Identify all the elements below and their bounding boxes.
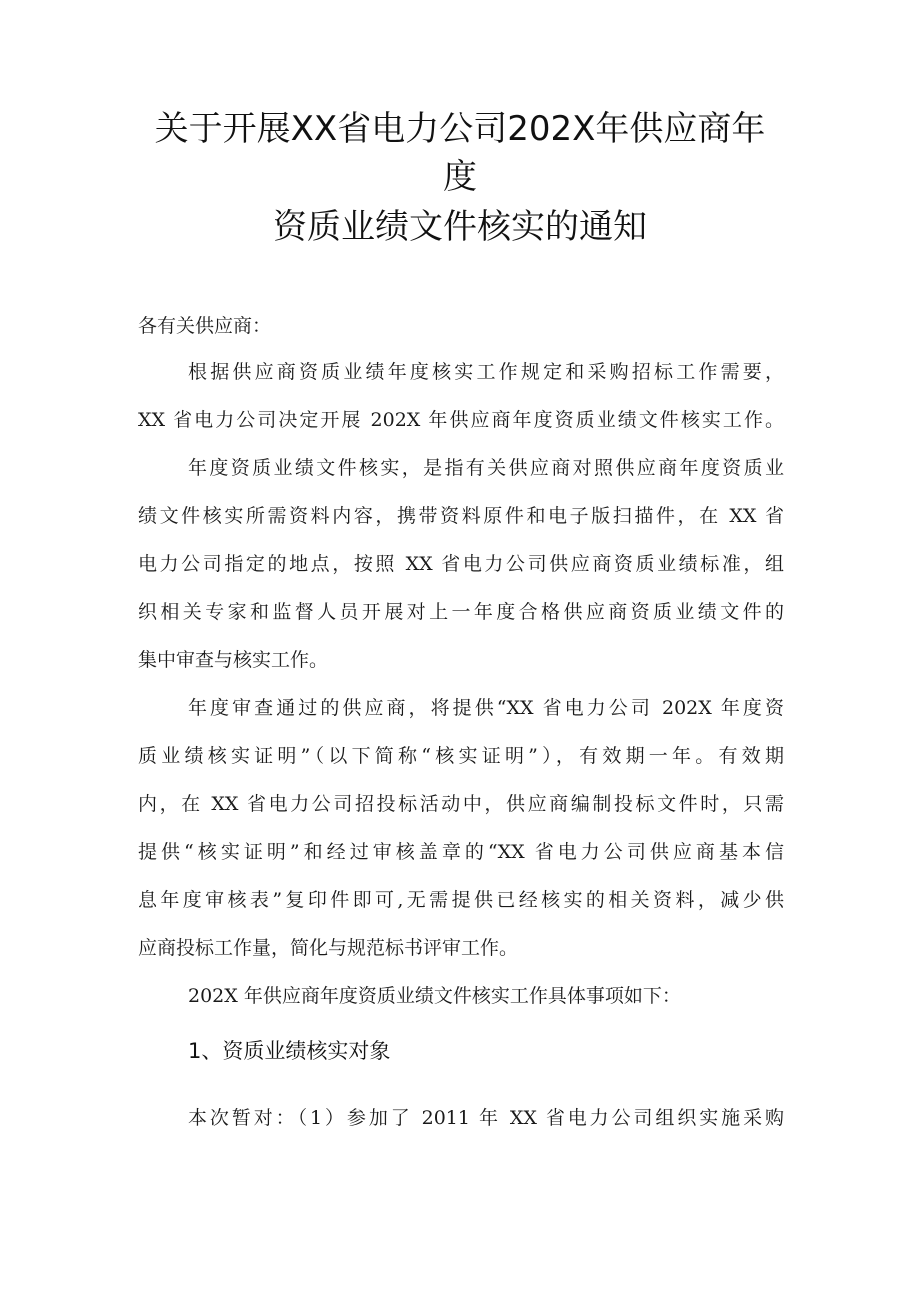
- document-title-line-1: 关于开展XX省电力公司202X年供应商年: [154, 109, 766, 149]
- paragraph-3-line-1: 年度审查通过的供应商，将提供“XX 省电力公司 202X 年度资: [188, 697, 784, 719]
- salutation: 各有关供应商：: [138, 315, 272, 337]
- paragraph-1-line-1: 根据供应商资质业绩年度核实工作规定和采购招标工作需要，: [188, 361, 784, 383]
- paragraph-2-line-4: 织相关专家和监督人员开展对上一年度合格供应商资质业绩文件的: [138, 601, 784, 623]
- paragraph-2-line-2: 绩文件核实所需资料内容，携带资料原件和电子版扫描件，在 XX 省: [138, 505, 784, 527]
- paragraph-2-line-3: 电力公司指定的地点，按照 XX 省电力公司供应商资质业绩标准，组: [138, 553, 784, 575]
- document-title-line-2: 度: [443, 157, 477, 197]
- paragraph-4: 202X 年供应商年度资质业绩文件核实工作具体事项如下：: [188, 985, 681, 1007]
- paragraph-2-line-1: 年度资质业绩文件核实，是指有关供应商对照供应商年度资质业: [188, 457, 784, 479]
- section-1-heading: 1、资质业绩核实对象: [188, 1039, 391, 1063]
- paragraph-3-line-6: 应商投标工作量，简化与规范标书评审工作。: [138, 937, 519, 959]
- paragraph-3-line-5: 息年度审核表”复印件即可,无需提供已经核实的相关资料，减少供: [138, 889, 784, 911]
- paragraph-2-line-5: 集中审查与核实工作。: [138, 649, 329, 671]
- paragraph-1-line-2: XX 省电力公司决定开展 202X 年供应商年度资质业绩文件核实工作。: [138, 409, 784, 431]
- paragraph-3-line-4: 提供“核实证明”和经过审核盖章的“XX 省电力公司供应商基本信: [138, 841, 784, 863]
- paragraph-3-line-3: 内，在 XX 省电力公司招投标活动中，供应商编制投标文件时，只需: [138, 793, 784, 815]
- paragraph-3-line-2: 质业绩核实证明”（以下简称“核实证明”），有效期一年。有效期: [138, 745, 784, 767]
- paragraph-5-line-1: 本次暂对：（1）参加了 2011 年 XX 省电力公司组织实施采购: [188, 1107, 784, 1129]
- document-title-line-3: 资质业绩文件核实的通知: [273, 207, 647, 247]
